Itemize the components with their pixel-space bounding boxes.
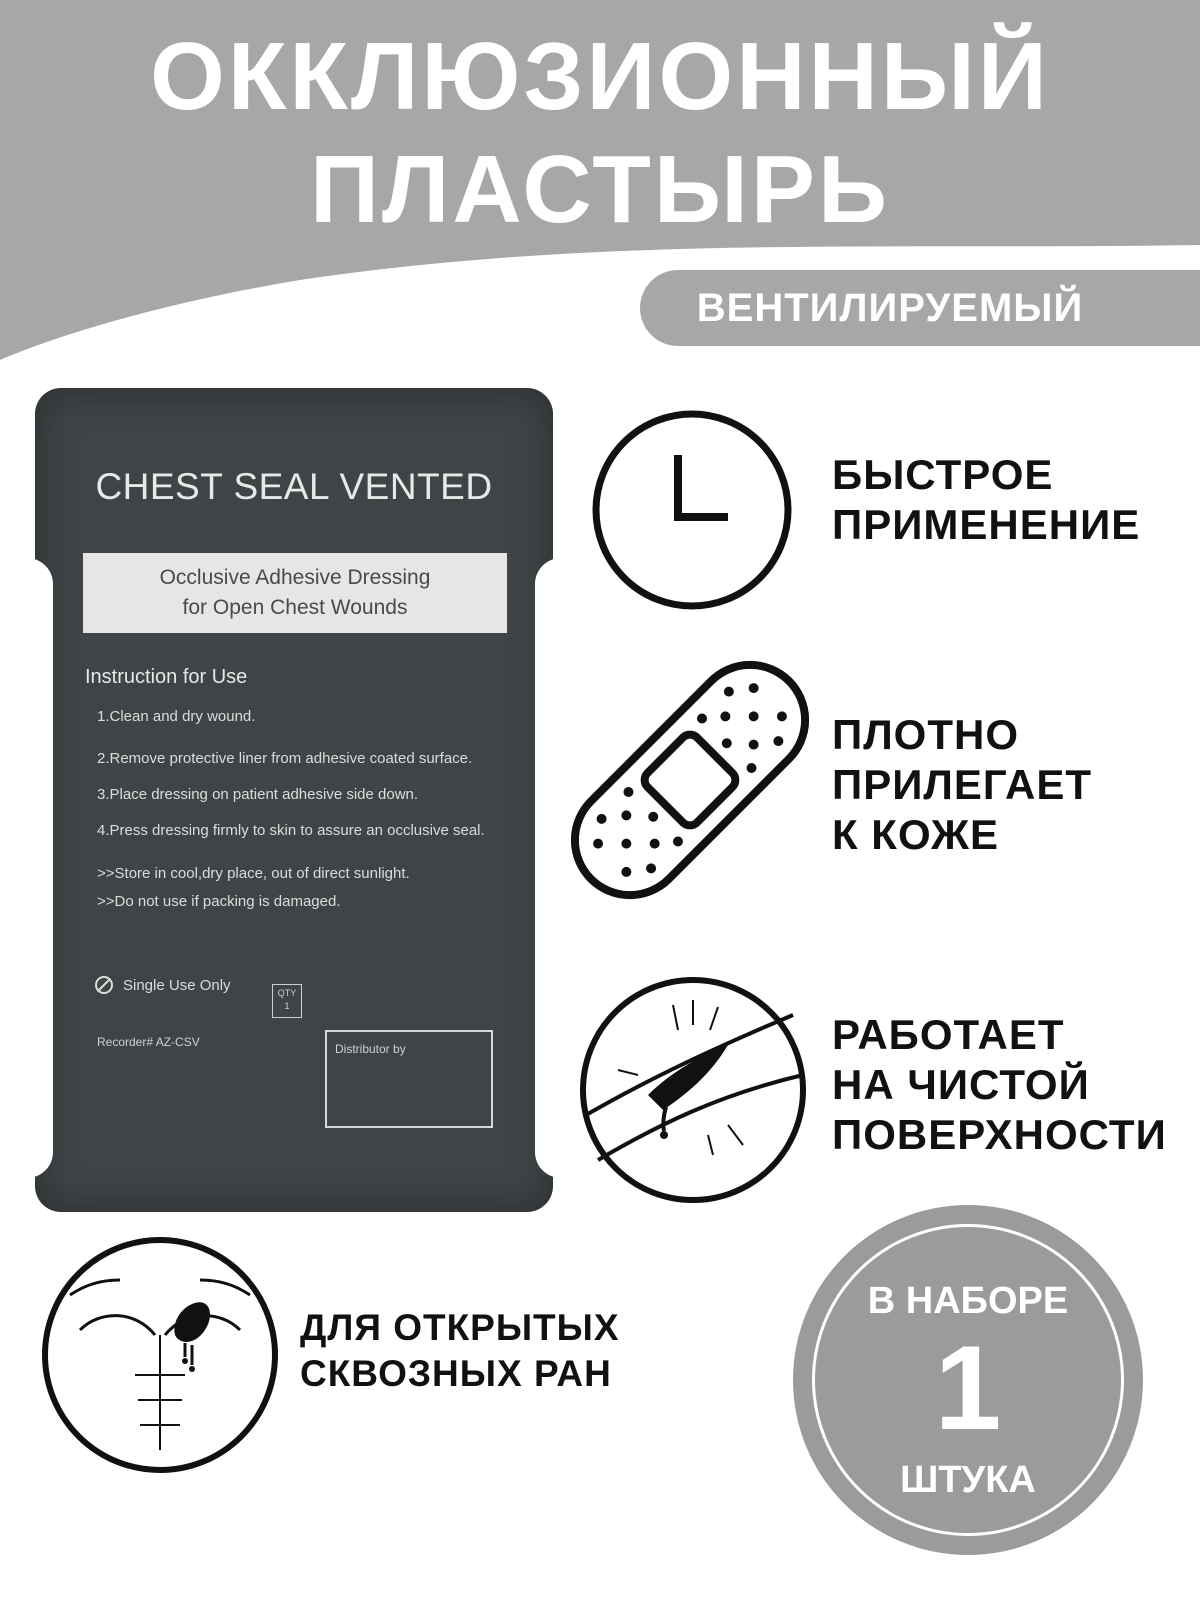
chest-wound-icon [40, 1235, 280, 1475]
pouch-notch-right [535, 558, 561, 1178]
page-title-line2: ПЛАСТЫРЬ [310, 136, 890, 243]
feature-line: НА ЧИСТОЙ [832, 1061, 1090, 1108]
instruction-step: 2.Remove protective liner from adhesive coated surface. [97, 750, 473, 767]
set-count-badge [793, 1205, 1143, 1555]
instruction-step: 3.Place dressing on patient adhesive side down. [97, 786, 419, 803]
set-count-number: 1 [934, 1321, 1002, 1455]
wound-icon [578, 975, 808, 1205]
subtitle: ВЕНТИЛИРУЕМЫЙ [696, 286, 1084, 330]
instruction-note: >>Store in cool,dry place, out of direct sunlight. [97, 865, 410, 882]
set-count-top: В НАБОРЕ [867, 1280, 1069, 1322]
instruction-step: 4.Press dressing firmly to skin to assure an occlusive seal. [97, 822, 485, 839]
single-use-badge [95, 976, 231, 994]
recorder-number: Recorder# AZ-CSV [97, 1035, 200, 1049]
distributor-label: Distributor by [335, 1042, 406, 1056]
qty-label: QTY [277, 988, 297, 998]
distributor-box [325, 1030, 493, 1128]
feature-line: ПЛОТНО [832, 711, 1019, 758]
feature-tight-fit [832, 710, 1092, 860]
feature-line: ПРИМЕНЕНИЕ [832, 501, 1141, 548]
instruction-note: >>Do not use if packing is damaged. [97, 893, 341, 910]
pouch-label-line2: for Open Chest Wounds [182, 596, 408, 619]
set-count-bottom: ШТУКА [900, 1459, 1036, 1501]
feature-fast-apply [832, 450, 1140, 550]
instructions-title: Instruction for Use [85, 666, 248, 688]
feature-line: ПОВЕРХНОСТИ [832, 1111, 1167, 1158]
feature-line: РАБОТАЕТ [832, 1011, 1065, 1058]
feature-clean-surface [832, 1010, 1167, 1160]
feature-line: БЫСТРОЕ [832, 451, 1054, 498]
instruction-step: 1.Clean and dry wound. [97, 708, 256, 725]
feature-line: ПРИЛЕГАЕТ [832, 761, 1093, 808]
clock-icon [590, 405, 795, 615]
pouch-label [83, 553, 507, 633]
qty-value: 1 [284, 1001, 290, 1011]
product-pouch [35, 388, 553, 1212]
no-reuse-icon [95, 976, 113, 994]
single-use-label: Single Use Only [123, 976, 231, 994]
feature-line: СКВОЗНЫХ РАН [300, 1353, 612, 1394]
feature-line: ДЛЯ ОТКРЫТЫХ [300, 1307, 620, 1348]
pouch-notch-left [27, 558, 53, 1178]
feature-open-wounds [300, 1305, 620, 1397]
bandage-icon [560, 650, 820, 910]
qty-box [272, 984, 302, 1018]
pouch-title: CHEST SEAL VENTED [95, 466, 493, 507]
feature-line: К КОЖЕ [832, 811, 1000, 858]
pouch-label-line1: Occlusive Adhesive Dressing [159, 566, 431, 589]
page-title-line1: ОККЛЮЗИОННЫЙ [150, 23, 1050, 130]
